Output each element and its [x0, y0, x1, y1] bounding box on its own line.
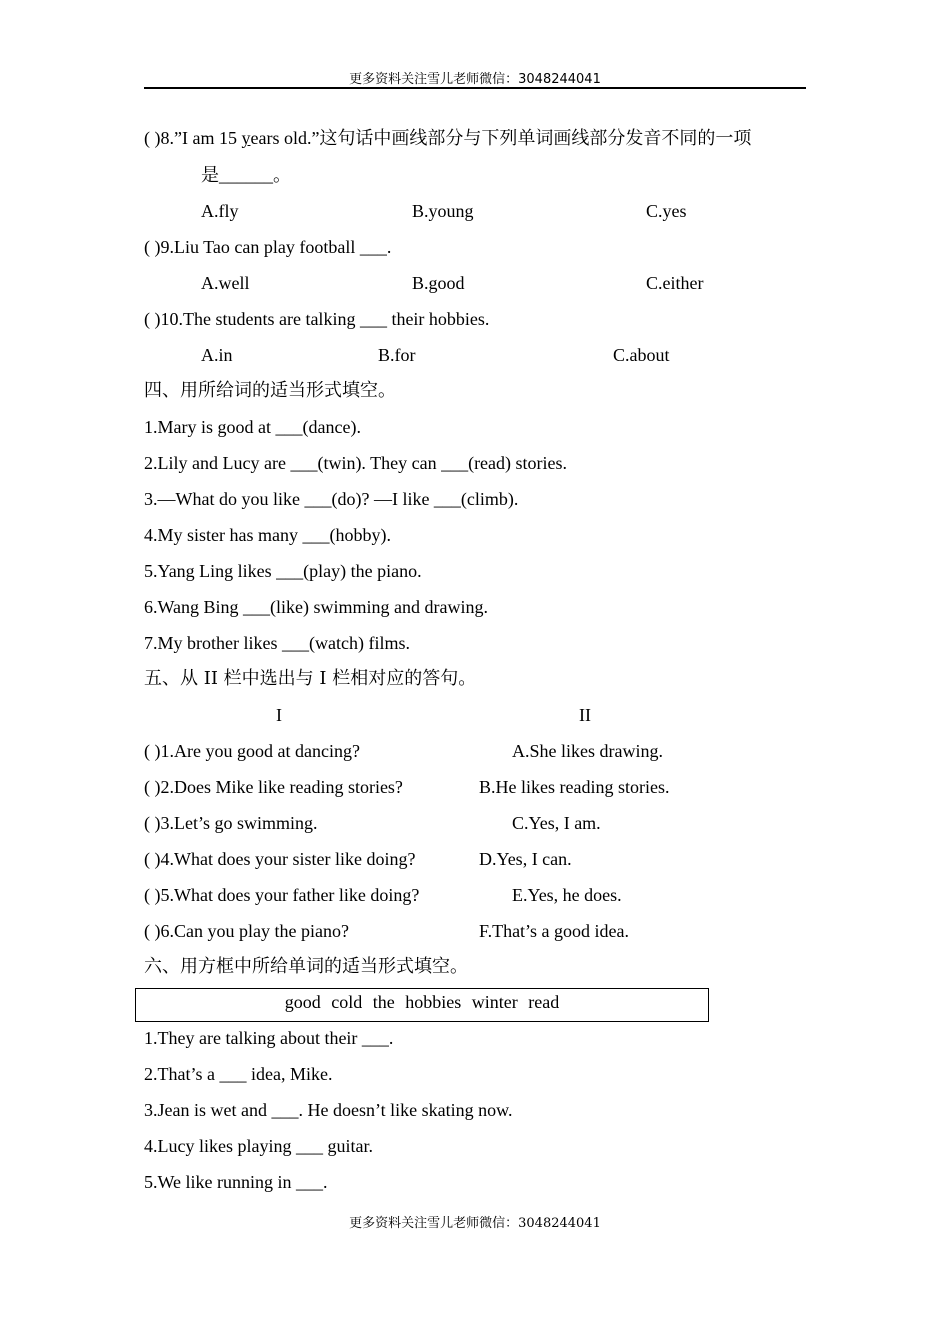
column-ii-header: II — [579, 705, 591, 725]
q9-text: ( )9.Liu Tao can play football ___. — [144, 237, 392, 257]
match-right-a: A.She likes drawing. — [512, 741, 663, 761]
sec6-item-3: 3.Jean is wet and ___. He doesn’t like skating now. — [144, 1100, 513, 1120]
match-left-2: ( )2.Does Mike like reading stories? — [144, 777, 403, 797]
q9-option-b: B.good — [412, 273, 465, 293]
sec6-item-5: 5.We like running in ___. — [144, 1172, 328, 1192]
sec6-item-4: 4.Lucy likes playing ___ guitar. — [144, 1136, 373, 1156]
section5-title: 五、从 II 栏中选出与 I 栏相对应的答句。 — [144, 668, 477, 689]
match-left-5: ( )5.What does your father like doing? — [144, 885, 420, 905]
q8-pre: ( )8.”I am 15 — [144, 128, 242, 148]
match-left-1: ( )1.Are you good at dancing? — [144, 741, 360, 761]
match-left-4: ( )4.What does your sister like doing? — [144, 849, 416, 869]
q8-post: ears old.”这句话中画线部分与下列单词画线部分发音不同的一项 — [250, 128, 752, 148]
header-divider — [144, 87, 806, 89]
q9-option-c: C.either — [646, 273, 704, 293]
word-bank: good cold the hobbies winter read — [284, 992, 560, 1012]
sec4-item-4: 4.My sister has many ___(hobby). — [144, 525, 391, 545]
page-header: 更多资料关注雪儿老师微信：3048244041 — [349, 72, 601, 87]
q8-option-b: B.young — [412, 201, 474, 221]
sec4-item-7: 7.My brother likes ___(watch) films. — [144, 633, 410, 653]
match-right-d: D.Yes, I can. — [479, 849, 572, 869]
sec4-item-3: 3.—What do you like ___(do)? —I like ___(climb). — [144, 489, 519, 509]
q8-underlined: y — [241, 128, 251, 148]
section6-title: 六、用方框中所给单词的适当形式填空。 — [144, 956, 468, 977]
page-footer: 更多资料关注雪儿老师微信：3048244041 — [349, 1216, 601, 1231]
match-right-b: B.He likes reading stories. — [479, 777, 670, 797]
column-i-header: I — [276, 705, 282, 725]
q10-option-a: A.in — [201, 345, 233, 365]
q8-line2: 是______。 — [201, 165, 291, 185]
match-right-f: F.That’s a good idea. — [479, 921, 630, 941]
q8-option-a: A.fly — [201, 201, 239, 221]
q10-option-b: B.for — [378, 345, 416, 365]
sec4-item-2: 2.Lily and Lucy are ___(twin). They can ___(read) stories. — [144, 453, 568, 473]
q8-line1 — [144, 126, 751, 150]
q9-option-a: A.well — [201, 273, 250, 293]
q10-option-c: C.about — [613, 345, 670, 365]
sec4-item-6: 6.Wang Bing ___(like) swimming and drawing. — [144, 597, 489, 617]
q10-text: ( )10.The students are talking ___ their hobbies. — [144, 309, 490, 329]
sec6-item-2: 2.That’s a ___ idea, Mike. — [144, 1064, 333, 1084]
match-left-6: ( )6.Can you play the piano? — [144, 921, 349, 941]
match-left-3: ( )3.Let’s go swimming. — [144, 813, 318, 833]
sec4-item-1: 1.Mary is good at ___(dance). — [144, 417, 361, 437]
match-right-e: E.Yes, he does. — [512, 885, 622, 905]
section4-title: 四、用所给词的适当形式填空。 — [144, 380, 396, 401]
sec4-item-5: 5.Yang Ling likes ___(play) the piano. — [144, 561, 422, 581]
match-right-c: C.Yes, I am. — [512, 813, 601, 833]
word-bank-box — [135, 988, 709, 1022]
sec6-item-1: 1.They are talking about their ___. — [144, 1028, 394, 1048]
q8-option-c: C.yes — [646, 201, 687, 221]
